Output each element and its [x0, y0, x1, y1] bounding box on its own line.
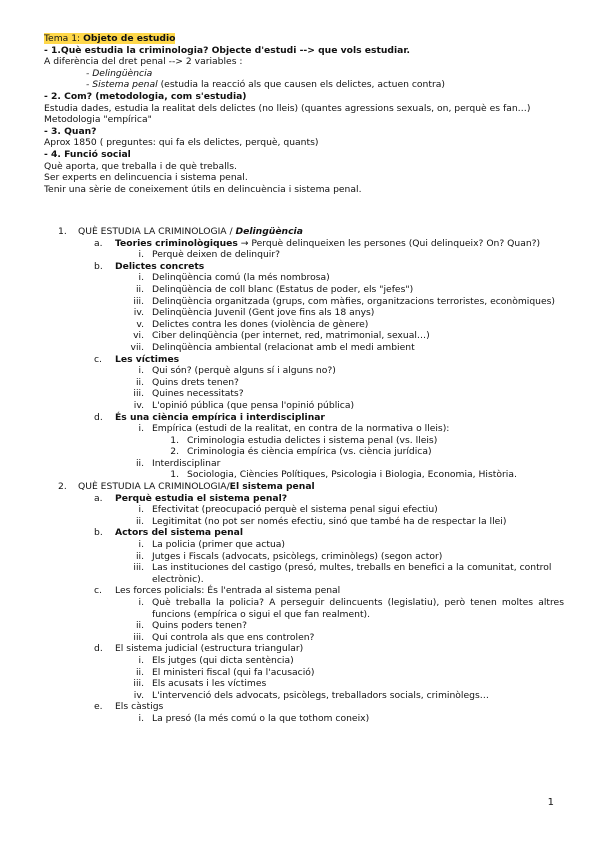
list-item: iv. L'intervenció dels advocats, psicòlegs, treballadors socials, criminòlegs…: [133, 689, 489, 701]
page-number: 1: [547, 797, 554, 808]
list-item: i. Els jutges (qui dicta sentència): [138, 654, 294, 666]
q4-line-3: Tenir una sèrie de coneixement útils en delincuència i sistema penal.: [44, 183, 362, 195]
list-item: iii. Quines necessitats?: [133, 388, 244, 400]
intro-section: [44, 33, 564, 195]
section-1-heading: 1. QUÈ ESTUDIA LA CRIMINOLOGIA / Delingüència: [58, 226, 303, 237]
section-2-heading: 2. QUÈ ESTUDIA LA CRIMINOLOGIA/El sistema penal: [58, 481, 315, 493]
q2-line-1: Estudia dades, estudia la realitat dels delictes (no lleis) (quantes agressions sexuals, on, perquè es fan…): [44, 102, 531, 114]
q3-line-1: Aprox 1850 ( preguntes: qui fa els delictes, perquè, quants): [44, 137, 319, 149]
s2-a-heading: a. Perquè estudia el sistema penal?: [94, 492, 288, 504]
list-item: 1. Criminologia estudia delictes i sistema penal (vs. lleis): [170, 434, 438, 446]
s1-d-heading: d. És una ciència empírica i interdisciplinar: [94, 411, 325, 423]
list-item: i. La policia (primer que actua): [138, 539, 285, 551]
q4-line-2: Ser experts en delincuencia i sistema penal.: [44, 172, 248, 184]
list-item: iii. Delinqüència organitzada (grups, com màfies, organitzacions terroristes, econòmiques): [133, 295, 556, 307]
list-item: vi. Ciber delinqüència (per internet, red, matrimonial, sexual…): [133, 330, 430, 342]
s2-b-heading: b. Actors del sistema penal: [94, 527, 243, 539]
list-item: i. Delinqüència comú (la més nombrosa): [138, 272, 330, 284]
list-item: iii. Qui controla als que ens controlen?: [133, 631, 315, 643]
list-item: 1. Sociologia, Ciències Polítiques, Psicologia i Biologia, Economia, Història.: [170, 469, 517, 481]
question-1: - 1.Què estudia la criminologia? Objecte d'estudi --> que vols estudiar.: [44, 44, 411, 56]
list-item: iii. Els acusats i les víctimes: [133, 678, 267, 690]
list-item: ii. El ministeri fiscal (qui fa l'acusació): [135, 666, 315, 678]
outline-list: [44, 226, 564, 725]
list-item: iv. L'opinió pública (que pensa l'opinió pública): [133, 399, 355, 411]
q2-line-2: Metodologia "empírica": [44, 114, 152, 126]
list-item: ii. Legitimitat (no pot ser només efectiu, sinó que també ha de respectar la llei): [135, 515, 507, 527]
list-item: i. Què treballa la policia? A perseguir delincuents (legislatiu), però tenen moltes altres funcions (empírica o sigui el que fan realment).: [138, 597, 564, 620]
list-item: v. Delictes contra les dones (violència de gènere): [136, 318, 369, 330]
list-item: i. Efectivitat (preocupació perquè el sistema penal sigui efectiu): [138, 504, 438, 516]
list-item: 2. Criminologia és ciència empírica (vs. ciència jurídica): [170, 446, 432, 458]
s2-c-heading: c. Les forces policials: És l'entrada al sistema penal: [94, 585, 341, 597]
question-2: - 2. Com? (metodologia, com s'estudia): [44, 90, 247, 102]
list-item: ii. Quins poders tenen?: [135, 620, 247, 632]
list-item: vii. Delinqüència ambiental (relacionat amb el medi ambient: [130, 341, 415, 353]
list-item: i. La presó (la més comú o la que tothom coneix): [138, 712, 370, 724]
topic-heading: [44, 33, 564, 45]
s2-d-heading: d. El sistema judicial (estructura triangular): [94, 643, 304, 655]
list-item: ii. Delinqüència de coll blanc (Estatus de poder, els "jefes"): [135, 283, 414, 295]
topic-highlight: Tema 1: Objeto de estudio: [44, 33, 176, 44]
list-item: ii. Interdisciplinar: [135, 457, 221, 469]
question-4: - 4. Funció social: [44, 148, 131, 160]
list-item: ii. Quins drets tenen?: [135, 376, 239, 388]
q1-item-sistema-penal: - Sistema penal (estudia la reacció als que causen els delictes, actuen contra): [86, 79, 445, 91]
s2-e-heading: e. Els càstigs: [94, 701, 164, 713]
list-item: i. Qui són? (perquè alguns sí i alguns no?): [138, 365, 336, 377]
list-item: i. Empírica (estudi de la realitat, en contra de la normativa o lleis):: [138, 423, 450, 435]
s1-b-heading: b. Delictes concrets: [94, 260, 205, 272]
list-item: ii. Jutges i Fiscals (advocats, psicòlegs, criminòlegs) (segon actor): [135, 550, 443, 562]
list-item: i. Perquè deixen de delinquir?: [138, 249, 280, 261]
list-item: iii. Las instituciones del castigo (presó, multes, treballs en benefici a la comunitat, control electrònic).: [133, 562, 552, 585]
question-3: - 3. Quan?: [44, 125, 97, 137]
list-item: iv. Delinqüència Juvenil (Gent jove fins als 18 anys): [133, 307, 375, 319]
q1-intro: A diferència del dret penal --> 2 variables :: [44, 56, 243, 68]
q1-item-delinquencia: - Delingüència: [86, 67, 153, 79]
s1-c-heading: c. Les víctimes: [94, 353, 180, 365]
s1-a-heading: a. Teories criminològiques → Perquè delinqueixen les persones (Qui delinqueix? On? Quan?): [94, 237, 541, 249]
q4-line-1: Què aporta, que treballa i de què treballs.: [44, 160, 237, 172]
